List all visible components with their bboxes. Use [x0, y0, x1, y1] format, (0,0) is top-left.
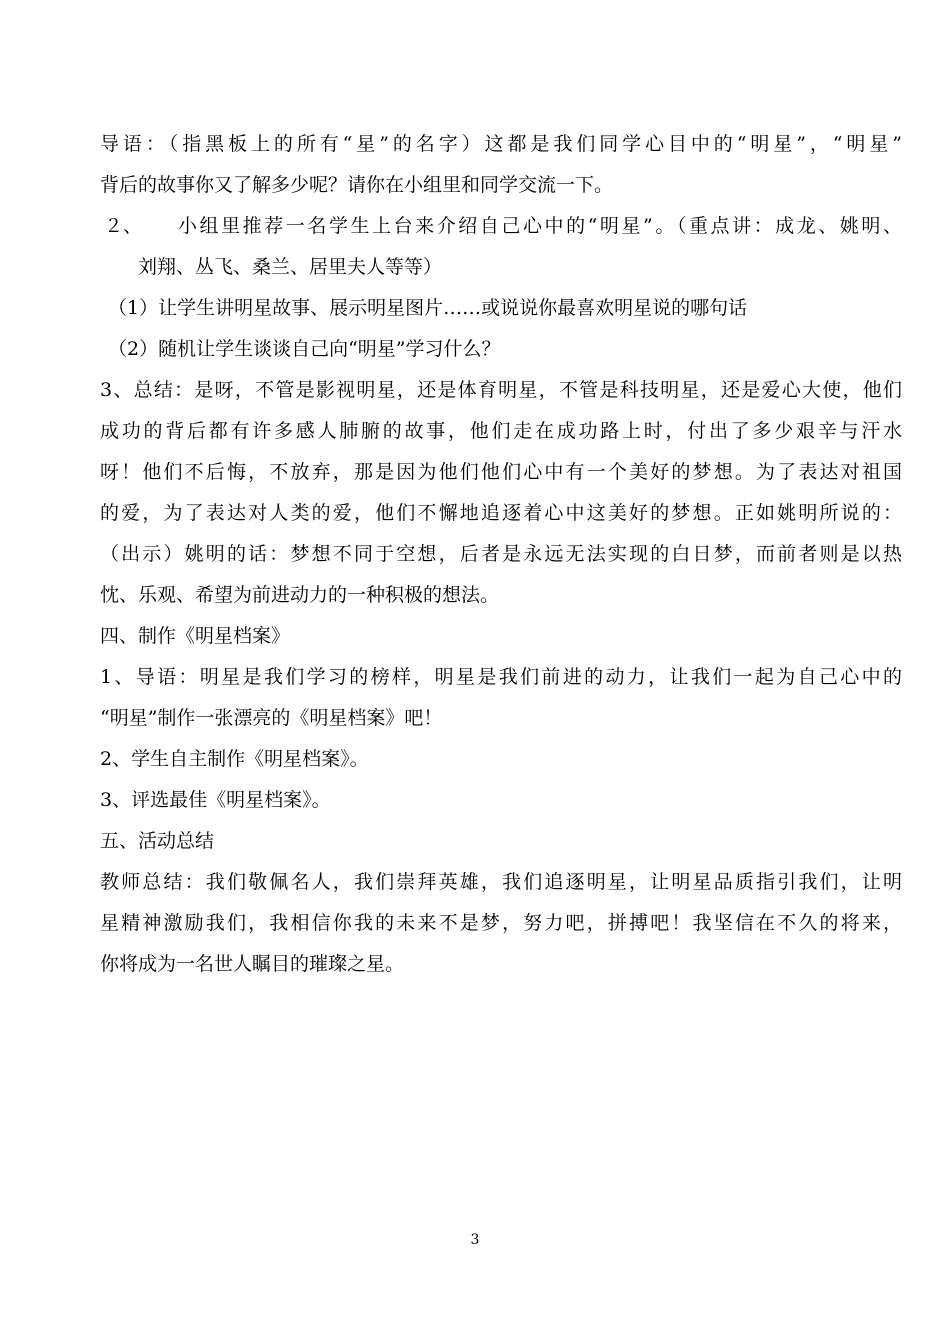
section-4-heading: 四、制作《明星档案》 — [100, 625, 291, 647]
intro-guide-line-1: 导语：（指黑板上的所有“星”的名字）这都是我们同学心目中的“明星”，“明星” — [100, 133, 902, 155]
step-2-line-1 — [100, 206, 902, 247]
teacher-summary-line-3: 你将成为一名世人瞩目的璀璨之星。 — [100, 953, 405, 975]
section-5-heading: 五、活动总结 — [100, 830, 215, 852]
step-3-line-2: 成功的背后都有许多感人肺腑的故事，他们走在成功路上时，付出了多少艰辛与汗水 — [100, 420, 902, 442]
teacher-summary-line-1: 教师总结：我们敬佩名人，我们崇拜英雄，我们追逐明星，让明星品质指引我们，让明 — [100, 871, 902, 893]
intro-guide-line-2: 背后的故事你又了解多少呢？请你在小组里和同学交流一下。 — [100, 174, 614, 196]
section-4-item-1-line-1: 1、导语：明星是我们学习的榜样，明星是我们前进的动力，让我们一起为自己心中的 — [100, 666, 902, 688]
section-4-item-1-line-2: “明星”制作一张漂亮的《明星档案》吧！ — [100, 707, 443, 729]
step-3-line-4: 的爱，为了表达对人类的爱，他们不懈地追逐着心中这美好的梦想。正如姚明所说的： — [100, 502, 902, 524]
step-3-line-1: 3、总结：是呀，不管是影视明星，还是体育明星，不管是科技明星，还是爱心大使，他们 — [100, 379, 902, 401]
step-3-line-6: 忱、乐观、希望为前进动力的一种积极的想法。 — [100, 584, 500, 606]
sub-item-1: （1）让学生讲明星故事、展示明星图片……或说说你最喜欢明星说的哪句话 — [108, 297, 748, 319]
step-2-line-2: 刘翔、丛飞、桑兰、居里夫人等等） — [138, 256, 443, 278]
section-4-item-2: 2、学生自主制作《明星档案》。 — [100, 748, 369, 770]
step-2-text: 小组里推荐一名学生上台来介绍自己心中的“明星”。（重点讲：成龙、姚明、 — [178, 215, 902, 237]
step-3-line-5: （出示）姚明的话：梦想不同于空想，后者是永远无法实现的白日梦，而前者则是以热 — [100, 543, 902, 565]
step-2-number: ２、 — [104, 215, 143, 237]
document-body — [100, 124, 902, 985]
section-4-item-3: 3、评选最佳《明星档案》。 — [100, 789, 331, 811]
page-number: 3 — [470, 1232, 480, 1248]
step-3-line-3: 呀！他们不后悔，不放弃，那是因为他们他们心中有一个美好的梦想。为了表达对祖国 — [100, 461, 902, 483]
teacher-summary-line-2: 星精神激励我们，我相信你我的未来不是梦，努力吧，拼搏吧！我坚信在不久的将来， — [100, 912, 902, 934]
sub-item-2: （2）随机让学生谈谈自己向“明星”学习什么？ — [108, 338, 501, 360]
